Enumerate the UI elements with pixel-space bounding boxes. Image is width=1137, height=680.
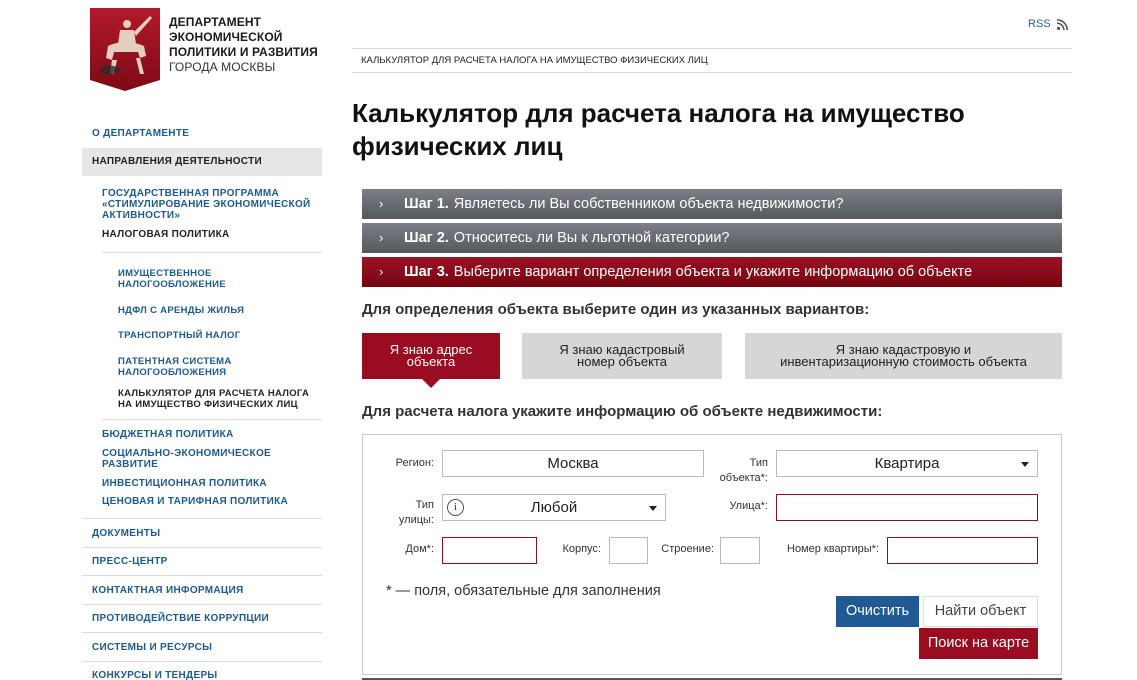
divider xyxy=(102,419,322,420)
sidebar-item-press[interactable]: ПРЕСС-ЦЕНТР xyxy=(92,556,168,567)
sidebar-item-contacts[interactable]: КОНТАКТНАЯ ИНФОРМАЦИЯ xyxy=(92,585,244,596)
moscow-coat-of-arms-logo[interactable] xyxy=(90,8,160,91)
org-name-line: ГОРОДА МОСКВЫ xyxy=(169,60,276,74)
street-type-select[interactable] xyxy=(442,494,666,521)
sidebar-item-documents[interactable]: ДОКУМЕНТЫ xyxy=(92,528,161,539)
page-title: Калькулятор для расчета налога на имущество физических лиц xyxy=(352,98,965,161)
label-line: улицы: xyxy=(398,514,434,526)
flat-label: Номер квартиры*: xyxy=(787,543,879,555)
object-type-select[interactable] xyxy=(776,450,1038,477)
step-text: Выберите вариант определения объекта и укажите информацию об объекте xyxy=(453,264,973,280)
label-line: Тип xyxy=(415,499,434,511)
org-name-line: ЭКОНОМИЧЕСКОЙ xyxy=(169,30,283,44)
org-name-line: ПОЛИТИКИ И РАЗВИТИЯ xyxy=(169,45,318,59)
divider xyxy=(82,575,322,576)
variant-label: номер объекта xyxy=(577,354,667,369)
clear-button[interactable]: Очистить xyxy=(836,596,919,627)
korpus-label: Корпус: xyxy=(562,543,601,555)
label-line: Тип xyxy=(749,457,768,469)
sidebar-item-social[interactable]: СОЦИАЛЬНО-ЭКОНОМИЧЕСКОЕ РАЗВИТИЕ xyxy=(102,448,272,470)
sidebar-item-patent[interactable]: ПАТЕНТНАЯ СИСТЕМА НАЛОГООБЛОЖЕНИЯ xyxy=(118,356,232,378)
sidebar-item-systems[interactable]: СИСТЕМЫ И РЕСУРСЫ xyxy=(92,642,213,653)
variant-label: Я знаю адрес xyxy=(389,342,473,357)
korpus-input[interactable] xyxy=(609,537,648,564)
chevron-right-icon: › xyxy=(379,230,384,245)
find-object-button[interactable]: Найти объект xyxy=(923,596,1038,627)
object-type-value: Квартира xyxy=(874,455,940,472)
sidebar-item-anticorruption[interactable]: ПРОТИВОДЕЙСТВИЕ КОРРУПЦИИ xyxy=(92,613,270,624)
chevron-right-icon: › xyxy=(379,196,384,211)
step-1-header[interactable] xyxy=(362,189,1062,219)
org-name-line: ДЕПАРТАМЕНТ xyxy=(169,15,262,29)
sidebar-item-transport-tax[interactable]: ТРАНСПОРТНЫЙ НАЛОГ xyxy=(118,330,241,341)
sidebar-item-directions[interactable]: НАПРАВЛЕНИЯ ДЕЯТЕЛЬНОСТИ xyxy=(82,148,322,176)
divider xyxy=(102,252,322,253)
required-fields-note: * — поля, обязательные для заполнения xyxy=(386,583,661,599)
region-label: Регион: xyxy=(395,457,434,469)
street-input[interactable] xyxy=(776,494,1038,521)
shield-icon xyxy=(90,8,160,91)
divider xyxy=(82,547,322,548)
divider xyxy=(82,518,322,519)
sidebar-item-tax-policy[interactable]: НАЛОГОВАЯ ПОЛИТИКА xyxy=(102,229,230,240)
step-text: Относитесь ли Вы к льготной категории? xyxy=(453,230,730,246)
rss-icon xyxy=(1057,19,1068,30)
label-line: объекта*: xyxy=(719,472,768,484)
info-icon[interactable]: i xyxy=(447,499,464,516)
form-heading: Для расчета налога укажите информацию об объекте недвижимости: xyxy=(362,403,883,420)
street-label: Улица*: xyxy=(729,500,768,512)
sidebar-nav xyxy=(82,120,322,176)
breadcrumb-current: КАЛЬКУЛЯТОР ДЛЯ РАСЧЕТА НАЛОГА НА ИМУЩЕСТВО ФИЗИЧЕСКИХ ЛИЦ xyxy=(361,55,708,66)
variant-address-tab[interactable] xyxy=(362,333,500,379)
variant-label: Я знаю кадастровый xyxy=(559,342,685,357)
map-search-button[interactable]: Поиск на карте xyxy=(919,628,1038,659)
org-name xyxy=(169,15,329,75)
building-label: Строение: xyxy=(661,543,714,555)
sidebar-item-ndfl-rent[interactable]: НДФЛ С АРЕНДЫ ЖИЛЬЯ xyxy=(118,305,245,316)
active-pointer-icon xyxy=(422,379,440,388)
sidebar-item-tenders[interactable]: КОНКУРСЫ И ТЕНДЕРЫ xyxy=(92,670,218,680)
sidebar-item-budget[interactable]: БЮДЖЕТНАЯ ПОЛИТИКА xyxy=(102,429,234,440)
divider xyxy=(82,661,322,662)
house-label: Дом*: xyxy=(405,543,434,555)
sidebar-item-pricing[interactable]: ЦЕНОВАЯ И ТАРИФНАЯ ПОЛИТИКА xyxy=(102,496,288,507)
sidebar-item-property-tax[interactable]: ИМУЩЕСТВЕННОЕ НАЛОГООБЛОЖЕНИЕ xyxy=(118,268,226,290)
variants-heading: Для определения объекта выберите один из указанных вариантов: xyxy=(362,301,870,318)
step-number: Шаг 1. xyxy=(404,196,449,212)
variant-label: Я знаю кадастровую и xyxy=(835,342,972,357)
breadcrumb xyxy=(352,48,1072,73)
rss-label: RSS xyxy=(1028,18,1051,30)
object-type-label xyxy=(712,456,768,486)
divider xyxy=(82,604,322,605)
house-input[interactable] xyxy=(442,537,537,564)
step-3-header[interactable] xyxy=(362,257,1062,287)
chevron-down-icon xyxy=(649,506,657,511)
flat-input[interactable] xyxy=(887,537,1038,564)
street-type-label xyxy=(372,498,434,528)
rss-link[interactable] xyxy=(1028,18,1068,30)
chevron-down-icon xyxy=(1021,462,1029,467)
sidebar-item-about[interactable]: О ДЕПАРТАМЕНТЕ xyxy=(92,128,190,139)
step-number: Шаг 2. xyxy=(404,230,449,246)
chevron-right-icon: › xyxy=(379,264,384,279)
sidebar-item-investment[interactable]: ИНВЕСТИЦИОННАЯ ПОЛИТИКА xyxy=(102,478,267,489)
variant-label: инвентаризационную стоимость объекта xyxy=(780,354,1027,369)
variant-cadastral-number-tab[interactable] xyxy=(522,333,722,379)
variant-label: объекта xyxy=(406,354,456,369)
street-type-value: Любой xyxy=(530,499,578,516)
sidebar-item-gov-program[interactable]: ГОСУДАРСТВЕННАЯ ПРОГРАММА «СТИМУЛИРОВАНИЕ ЭКОНОМИЧЕСКОЙ АКТИВНОСТИ» xyxy=(102,188,311,221)
sidebar-item-calculator[interactable]: КАЛЬКУЛЯТОР ДЛЯ РАСЧЕТА НАЛОГА НА ИМУЩЕСТВО ФИЗИЧЕСКИХ ЛИЦ xyxy=(118,388,310,410)
step-2-header[interactable] xyxy=(362,223,1062,253)
step-number: Шаг 3. xyxy=(404,264,449,280)
step-text: Являетесь ли Вы собственником объекта недвижимости? xyxy=(453,196,844,212)
building-input[interactable] xyxy=(720,537,760,564)
divider xyxy=(82,632,322,633)
region-field[interactable]: Москва xyxy=(442,450,704,477)
variant-cadastral-value-tab[interactable] xyxy=(745,333,1062,379)
